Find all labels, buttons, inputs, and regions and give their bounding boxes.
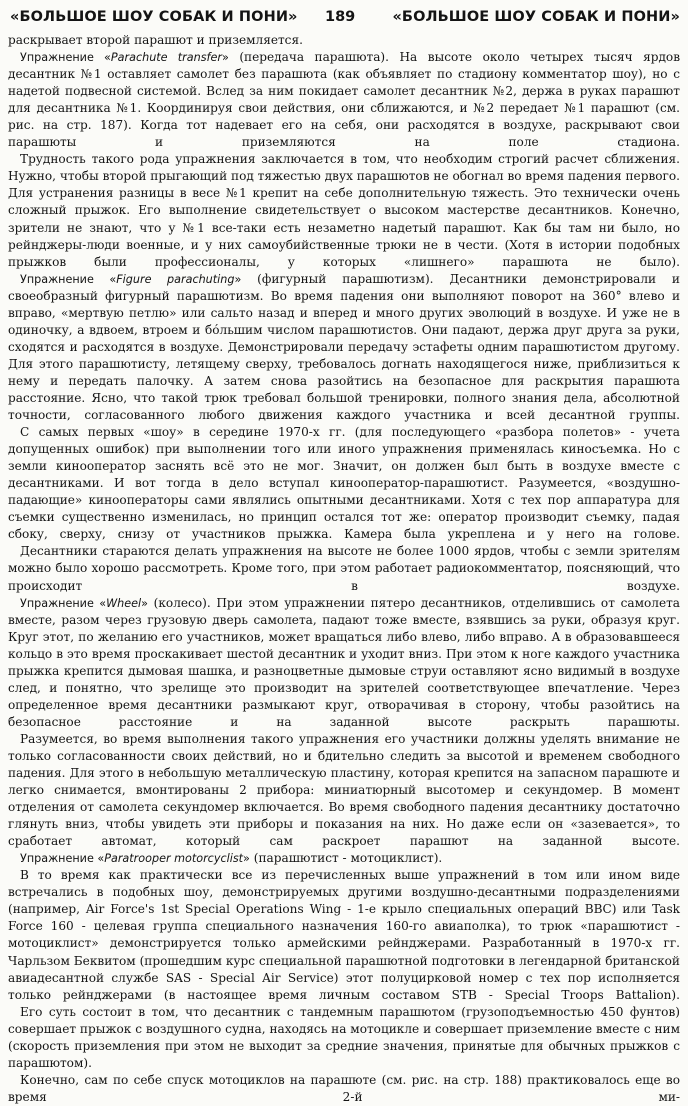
exercise-label: Упражнение « [20, 852, 105, 866]
page-body [8, 32, 680, 1106]
exercise-term: Parachute transfer [110, 51, 222, 65]
exercise-label-end: » [243, 852, 250, 866]
paragraph: Трудность такого рода упражнения заключается в том, что необходим строгий расчет сближения. Нужно, чтобы второй прыгающий под тяжестью двух парашютов не обогнал во время падения первого. Для устранения разницы в весе №1 крепит на себе дополнительную тяжесть. Это технически очень сложный прыжок. Его выполнение свидетельствует о высоком мастерстве десантников. Конечно, зрители не знают, что у №1 все-таки есть незаметно надетый парашют. Как бы там ни было, но рейнджеры-люди военные, и у них самоубийственные трюки не в чести. (Хотя в истории подобных прыжков были профессионалы, у которых «лишнего» парашюта не было). [8, 152, 680, 269]
paragraph-text: (парашютист - мотоциклист). [249, 851, 443, 866]
exercise-term: Paratrooper motorcyclist [104, 852, 244, 866]
running-title-left: «БОЛЬШОЕ ШОУ СОБАК И ПОНИ» [10, 9, 298, 25]
paragraph-figure-parachuting [8, 271, 680, 424]
paragraph: В то время как практически все из перечисленных выше упражнений в том или ином виде встречались в подобных шоу, демонстрируемых другими воздушно-десантными подразделениями (например, Air Force's 1st Special Operations Wing - 1-е крыло специальных операций ВВС) или Task Force 160 - целевая группа специального назначения 160-го авиаполка), то трюк «парашютист - мотоциклист» демонстрируется только армейскими рейнджерами. Разработанный в 1970-х гг. Чарльзом Беквитом (прошедшим курс специальной парашютной подготовки в легендарной британской авиадесантной службе SAS - Special Air Service) этот полуцирковой номер с тех пор исполняется только рейнджерами (в настоящее время личным составом STB - Special Troops Battalion). [8, 868, 680, 1002]
paragraph-wheel [8, 595, 680, 731]
page-number: 189 [325, 9, 356, 25]
exercise-term: Figure parachuting [116, 272, 235, 286]
exercise-label: Упражнение « [20, 272, 117, 286]
exercise-term: Wheel [106, 596, 142, 610]
paragraph: Его суть состоит в том, что десантник с тандемным парашютом (грузоподъемностью 450 фунтов) совершает прыжок с воздушного судна, находясь на мотоцикле и совершает приземление вместе с ним (скорость приземления при этом не выходит за средние значения, принятые для обычных прыжков с парашютом). [8, 1004, 680, 1070]
paragraph: Конечно, сам по себе спуск мотоциклов на парашюте (см. рис. на стр. 188) практиковалось еще во время 2-й ми- [8, 1072, 680, 1104]
exercise-label-end: » [141, 596, 148, 610]
paragraph: С самых первых «шоу» в середине 1970-х гг. (для последующего «разбора полетов» - учета допущенных ошибок) при выполнении того или иного упражнения применялась киносъемка. Но с земли кинооператор заснять всё это не мог. Значит, он должен был быть в воздухе вместе с десантниками. И вот тогда в дело вступал кинооператор-парашютист. Разумеется, «воздушно-падающие» кинооператоры сами являлись опытными десантниками. Хотя с тех пор аппаратура для съемки существенно изменилась, но принцип остался тот же: оператор производит съемку, падая сбоку, сверху, снизу от участников прыжка. Камера была укреплена и у него на голове. [8, 425, 680, 542]
paragraph: раскрывает второй парашют и приземляется. [8, 33, 303, 47]
exercise-label: Упражнение « [20, 51, 111, 65]
exercise-label: Упражнение « [20, 596, 107, 610]
exercise-label-end: » [221, 51, 229, 65]
paragraph-parachute-transfer [8, 49, 680, 151]
paragraph-text: (передача парашюта). На высоте около четырех тысяч ярдов десантник №1 оставляет самолет без парашюта (как объявляет по стадиону комментатор шоу), но с надетой подвесной системой. Вслед за ним покидает самолет десантник №2, держа в руках парашют для десантника №1. Координируя свои действия, они сближаются, и №2 передает №1 парашют (см. рис. на стр. 187). Когда тот надевает его на себя, они расходятся в воздухе, раскрывают свои парашюты и приземляются на поле стадиона. [8, 50, 680, 150]
paragraph: Разумеется, во время выполнения такого упражнения его участники должны уделять внимание не только согласованности своих действий, но и бдительно следить за высотой и временем свободного падения. Для этого в небольшую металлическую пластину, которая крепится на запасном парашюте и легко снимается, вмонтированы 2 прибора: миниатюрный высотомер и секундомер. В момент отделения от самолета секундомер включается. Во время свободного падения десантнику достаточно глянуть вниз, чтобы увидеть эти приборы и показания на них. Но даже если он «зазевается», то сработает автомат, который сам раскроет парашют на заданной высоте. [8, 731, 680, 849]
paragraph-text: (фигурный парашютизм). Десантники демонстрировали и своеобразный фигурный парашютизм. Во время падения они выполняют поворот на 360° влево и вправо, «мертвую петлю» или сальто назад и вперед и много других эволюций в воздухе. И уже не в одиночку, а вдвоем, втроем и бóльшим числом парашютистов. Они падают, держа друг друга за руки, сходятся и расходятся в воздухе. Демонстрировали передачу эстафеты одним парашютистом другому. Для этого парашютисту, летящему сверху, требовалось догнать находящегося ниже, приблизиться к нему и передать палочку. А затем снова разойтись на безопасное для раскрытия парашюта расстояние. Ясно, что такой трюк требовал большой тренировки, полного знания дела, абсолютной точности, согласованного любого движения каждого участника и всей десантной группы. [8, 271, 680, 423]
running-title-right: «БОЛЬШОЕ ШОУ СОБАК И ПОНИ» [392, 9, 680, 25]
running-header [8, 6, 680, 32]
exercise-label-end: » [234, 272, 242, 286]
paragraph-paratrooper-motorcyclist [8, 850, 680, 867]
paragraph: Десантники стараются делать упражнения на высоте не более 1000 ярдов, чтобы с земли зрителям можно было хорошо рассмотреть. Кроме того, при этом работает радиокомментатор, поясняющий, что происходит в воздухе. [8, 544, 680, 593]
paragraph-text: (колесо). При этом упражнении пятеро десантников, отделившись от самолета вместе, разом через грузовую дверь самолета, падают тоже вместе, взявшись за руки, образуя круг. Круг этот, по желанию его участников, может вращаться либо влево, либо вправо. А в образовавшееся кольцо в это время проскакивает шестой десантник и уходит вниз. При этом к ноге каждого участника прыжка крепится дымовая шашка, и разноцветные дымовые струи оставляют ясно видимый в воздухе след, и понятно, что зрелище это производит на зрителей соответствующее впечатление. Через определенное время десантники размыкают круг, отворачивая в сторону, чтобы разойтись на безопасное расстояние и на заданной высоте раскрыть парашюты. [8, 595, 680, 729]
